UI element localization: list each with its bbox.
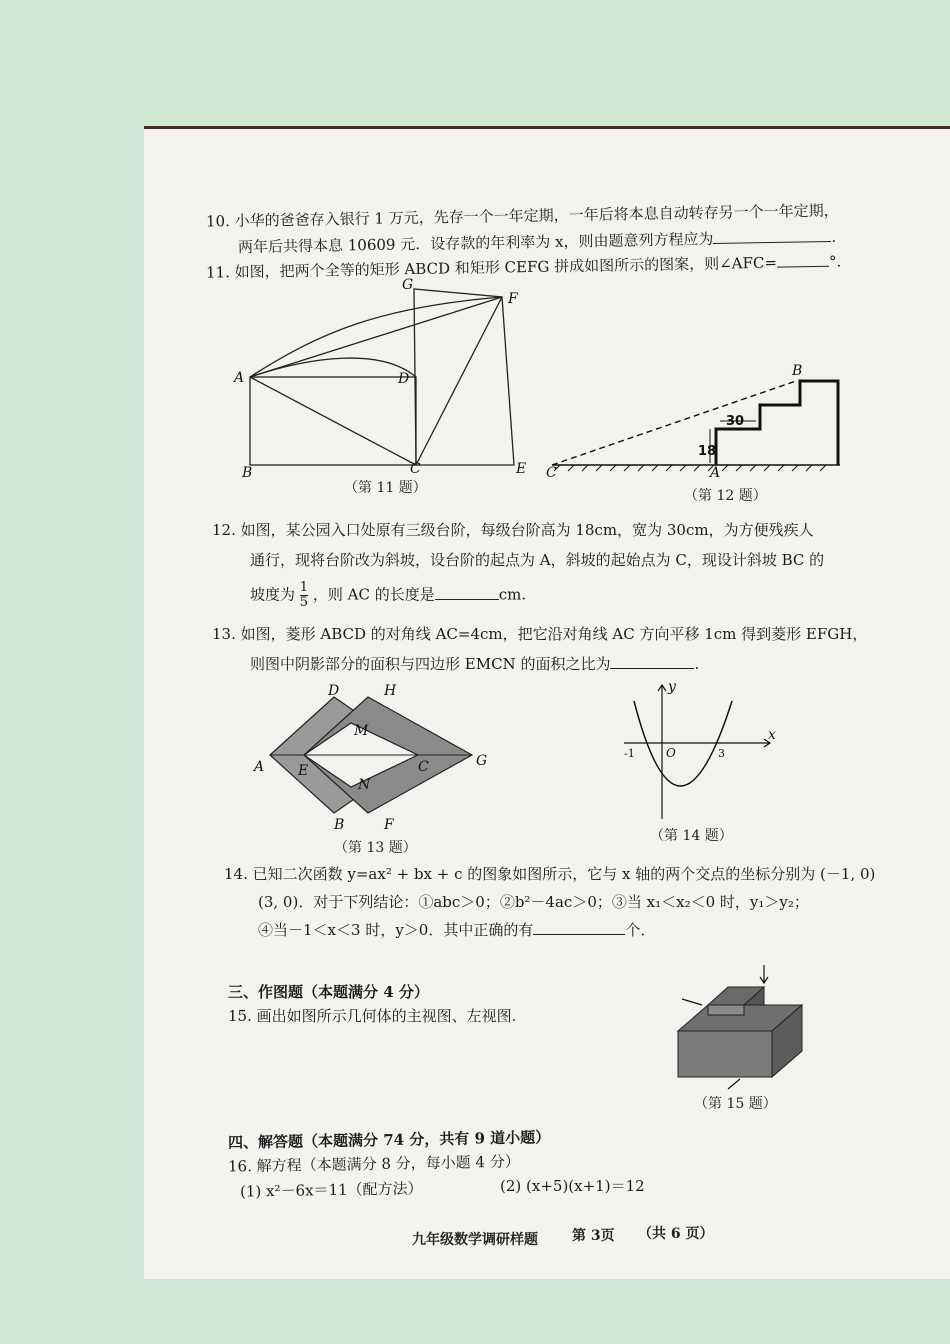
q13-answer-blank[interactable] xyxy=(610,668,694,669)
point-e: E xyxy=(516,461,527,477)
ground-hatch xyxy=(554,465,826,471)
point-n: N xyxy=(358,777,371,793)
point-a: A xyxy=(254,759,265,775)
tick-minus1: -1 xyxy=(624,747,635,760)
footer-subject: 九年级数学调研样题 xyxy=(412,1232,538,1248)
q14-line3: ④当－1＜x＜3 时，y＞0．其中正确的有 个． xyxy=(258,921,656,939)
section-4-heading: 四、解答题（本题满分 74 分，共有 9 道小题） xyxy=(227,1128,551,1152)
height-label: 18 xyxy=(698,444,717,459)
point-f: F xyxy=(508,291,518,307)
q16-text: 16. 解方程（本题满分 8 分，每小题 4 分） xyxy=(227,1152,520,1176)
figure-14-caption: （第 14 题） xyxy=(650,828,733,844)
point-h: H xyxy=(384,683,397,699)
solid-upper-front xyxy=(708,1005,744,1015)
arc-ad xyxy=(250,358,416,377)
left-view-arrow xyxy=(682,999,702,1005)
q10-line1: 10. 小华的爸爸存入银行 1 万元，先存一个一年定期，一年后将本息自动转存另一个一年定期， xyxy=(205,201,839,231)
point-a: A xyxy=(710,465,721,479)
width-label: 30 xyxy=(726,414,745,429)
segment-cf xyxy=(416,297,502,465)
segment-af xyxy=(250,297,502,377)
figure-12 xyxy=(540,359,850,479)
section-3-heading: 三、作图题（本题满分 4 分） xyxy=(228,983,429,1001)
front-view-arrow xyxy=(728,1079,740,1089)
q15-text: 15. 画出如图所示几何体的主视图、左视图. xyxy=(228,1007,517,1025)
exam-page xyxy=(144,126,950,1279)
q11-text: 11. 如图，把两个全等的矩形 ABCD 和矩形 CEFG 拼成如图所示的图案，则∠AFC= xyxy=(205,253,778,282)
q13-line2: 则图中阴影部分的面积与四边形 EMCN 的面积之比为 . xyxy=(250,655,700,673)
q13-line1: 13. 如图，菱形 ABCD 的对角线 AC=4cm，把它沿对角线 AC 方向平移 1cm 得到菱形 EFGH， xyxy=(212,625,868,643)
y-axis-label: y xyxy=(668,681,676,695)
point-a: A xyxy=(234,370,245,386)
point-b: B xyxy=(792,363,803,379)
figure-12-caption: （第 12 题） xyxy=(684,488,767,504)
point-g: G xyxy=(402,277,414,293)
point-d: D xyxy=(328,683,340,699)
point-c: C xyxy=(410,461,421,477)
origin-label: O xyxy=(666,746,676,760)
point-f: F xyxy=(384,817,394,831)
figure-13-caption: （第 13 题） xyxy=(334,840,417,856)
point-e: E xyxy=(298,763,309,779)
q10-text: 两年后共得本息 10609 元．设存款的年利率为 x，则由题意列方程应为 xyxy=(237,230,714,257)
point-b: B xyxy=(242,465,253,477)
slope-fraction: $\frac{1}{5}$ xyxy=(299,580,309,610)
tick-3: 3 xyxy=(718,747,725,760)
q14-line1: 14. 已知二次函数 y=ax² + bx + c 的图象如图所示，它与 x 轴的两个交点的坐标分别为 (－1, 0) xyxy=(224,865,876,883)
segment-ac xyxy=(250,377,416,465)
figure-15 xyxy=(668,961,818,1091)
figure-11-caption: （第 11 题） xyxy=(344,480,427,496)
q16-part1: (1) x²－6x＝11（配方法） xyxy=(239,1179,423,1201)
figure-15-caption: （第 15 题） xyxy=(694,1096,777,1112)
q12-answer-blank[interactable] xyxy=(435,599,499,600)
point-c: C xyxy=(418,759,429,775)
q10-line2: 两年后共得本息 10609 元．设存款的年利率为 x，则由题意列方程应为 ． xyxy=(237,227,847,257)
point-m: M xyxy=(354,723,369,739)
point-d: D xyxy=(398,371,410,387)
figure-14 xyxy=(620,681,780,821)
q16-part2: (2) (x+5)(x+1)＝12 xyxy=(500,1177,645,1195)
q12-line2: 通行，现将台阶改为斜坡，设台阶的起点为 A，斜坡的起始点为 C，现设计斜坡 BC 的 xyxy=(250,551,825,569)
q14-line2: (3, 0)．对于下列结论：①abc＞0；②b²－4ac＞0；③当 x₁＜x₂＜0 时，y₁＞y₂； xyxy=(258,893,809,911)
footer-page: 第 3页 xyxy=(572,1228,615,1244)
q11-line: 11. 如图，把两个全等的矩形 ABCD 和矩形 CEFG 拼成如图所示的图案，则∠AFC= °． xyxy=(205,252,852,282)
figure-11 xyxy=(230,277,530,477)
x-axis-label: x xyxy=(768,727,776,743)
q10-answer-blank[interactable] xyxy=(714,241,832,244)
solid-front xyxy=(678,1031,772,1077)
q14-answer-blank[interactable] xyxy=(533,934,625,935)
q12-line1: 12. 如图，某公园入口处原有三级台阶，每级台阶高为 18cm，宽为 30cm，为方便残疾人 xyxy=(212,521,814,539)
q12-line3: 坡度为 $\frac{1}{5}$ ，则 AC 的长度是 cm. xyxy=(250,580,527,610)
figure-13 xyxy=(250,681,500,831)
point-b: B xyxy=(334,817,345,831)
point-c: C xyxy=(546,465,557,479)
q11-answer-blank[interactable] xyxy=(777,266,829,268)
point-g: G xyxy=(476,753,488,769)
footer-total: （共 6 页） xyxy=(638,1226,714,1242)
